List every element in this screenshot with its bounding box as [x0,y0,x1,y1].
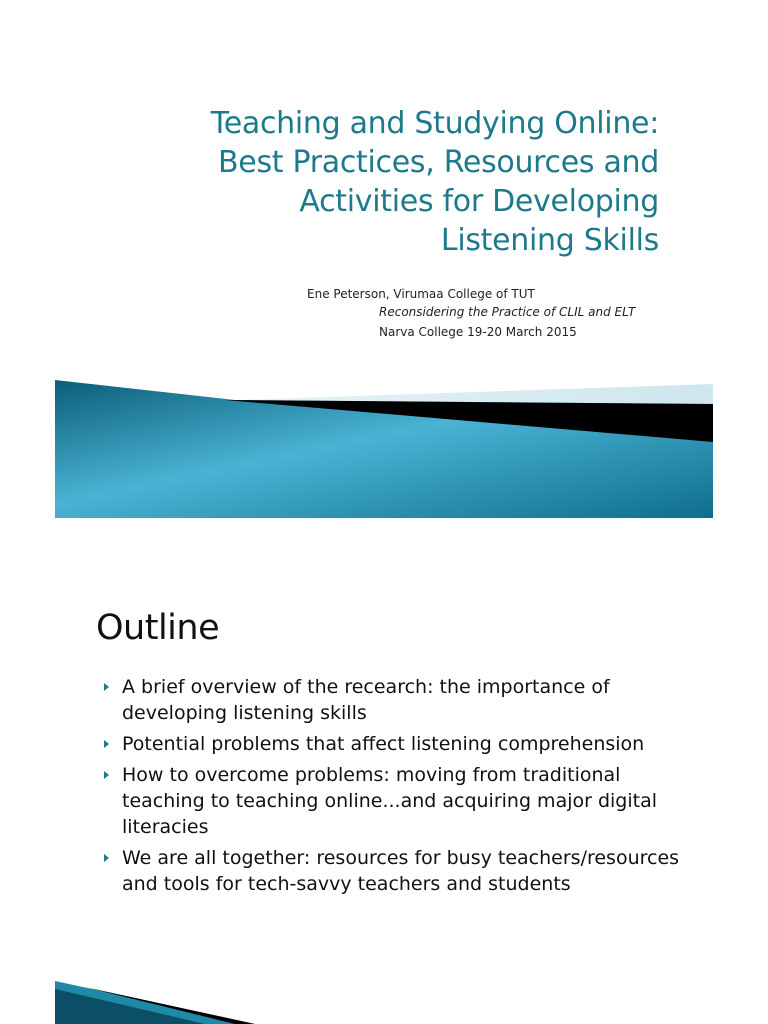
bullet-text: We are all together: resources for busy teachers/resources and tools for tech-savvy teachers and students [122,847,680,895]
bullet-text: How to overcome problems: moving from traditional teaching to teaching online...and acquiring major digital literacies [122,764,658,838]
title-line: Activities for Developing [299,184,659,219]
title-line: Listening Skills [440,223,659,258]
venue-date-line: Narva College 19-20 March 2015 [379,325,577,339]
title-line: Teaching and Studying Online: [210,106,659,141]
outline-title: Outline [96,608,220,648]
list-item [87,762,687,840]
bullet-list [87,674,687,902]
title-slide [55,0,713,518]
bullet-arrow-icon [104,740,109,748]
list-item [87,731,687,757]
title-line: Best Practices, Resources and [218,145,659,180]
author-line: Ene Peterson, Virumaa College of TUT [307,287,535,301]
bullet-arrow-icon [104,683,109,691]
slide-title [99,104,659,260]
list-item [87,845,687,897]
conference-line: Reconsidering the Practice of CLIL and ELT [379,305,636,319]
banner-graphic [55,380,713,518]
bullet-arrow-icon [104,771,109,779]
corner-decoration [55,981,255,1024]
list-item [87,674,687,726]
bullet-text: Potential problems that affect listening comprehension [122,733,645,755]
bullet-text: A brief overview of the recearch: the importance of developing listening skills [122,676,610,724]
bullet-arrow-icon [104,854,109,862]
outline-slide [55,556,713,1024]
